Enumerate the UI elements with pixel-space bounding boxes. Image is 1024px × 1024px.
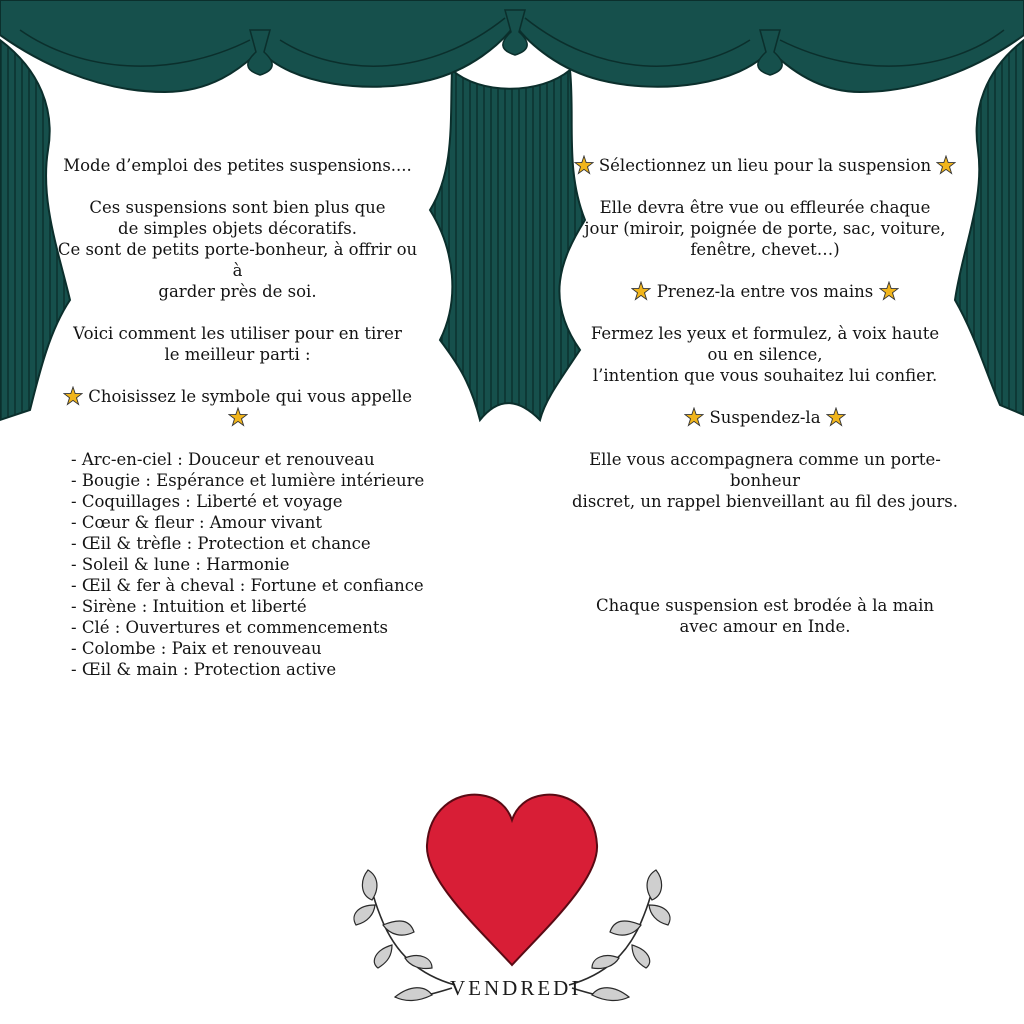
star-icon xyxy=(574,155,594,175)
step-choose xyxy=(55,386,420,428)
step-place-line: jour (miroir, poignée de porte, sac, voiture, xyxy=(584,219,946,238)
step-hang-line: discret, un rappel bienveillant au fil des jours. xyxy=(572,492,958,511)
footer-note xyxy=(560,595,970,637)
list-item: - Clé : Ouvertures et commencements xyxy=(71,618,388,637)
list-item: - Arc-en-ciel : Douceur et renouveau xyxy=(71,450,375,469)
intro-title: Mode d’emploi des petites suspensions.... xyxy=(63,156,412,175)
step-hold-line: ou en silence, xyxy=(707,345,823,364)
list-item: - Bougie : Espérance et lumière intérieure xyxy=(71,471,425,490)
step-place xyxy=(560,155,970,176)
footer-line: Chaque suspension est brodée à la main xyxy=(595,596,934,615)
step-hang-label: Suspendez-la xyxy=(709,408,821,427)
star-icon xyxy=(63,386,83,406)
intro-line: de simples objets décoratifs. xyxy=(118,219,357,238)
intro-line: garder près de soi. xyxy=(158,282,317,301)
star-icon xyxy=(631,281,651,301)
brand-signature: VENDREDI xyxy=(450,976,582,1000)
step-hang xyxy=(560,407,970,428)
right-column xyxy=(560,155,970,512)
step-place-line: fenêtre, chevet…) xyxy=(690,240,840,259)
step-hang-line: Elle vous accompagnera comme un porte-bonheur xyxy=(589,450,941,490)
star-icon xyxy=(879,281,899,301)
step-place-label: Sélectionnez un lieu pour la suspension xyxy=(598,156,932,175)
list-item: - Cœur & fleur : Amour vivant xyxy=(71,513,323,532)
left-branch-icon xyxy=(368,870,455,998)
list-item: - Œil & fer à cheval : Fortune et confiance xyxy=(71,576,424,595)
step-hold-line: l’intention que vous souhaitez lui confier. xyxy=(592,366,938,385)
list-item: - Coquillages : Liberté et voyage xyxy=(71,492,343,511)
star-icon xyxy=(826,407,846,427)
intro-line: Ce sont de petits porte-bonheur, à offrir ou à xyxy=(57,240,418,280)
heart-icon xyxy=(427,795,597,965)
step-choose-label: Choisissez le symbole qui vous appelle xyxy=(88,387,412,406)
list-item: - Sirène : Intuition et liberté xyxy=(71,597,307,616)
symbol-list xyxy=(55,449,425,680)
star-icon xyxy=(936,155,956,175)
list-item: - Colombe : Paix et renouveau xyxy=(71,639,322,658)
footer-line: avec amour en Inde. xyxy=(679,617,851,636)
howto-line: Voici comment les utiliser pour en tirer xyxy=(73,324,402,343)
list-item: - Soleil & lune : Harmonie xyxy=(71,555,290,574)
star-icon xyxy=(228,407,248,427)
step-hold xyxy=(560,281,970,302)
right-branch-icon xyxy=(569,870,656,998)
intro-line: Ces suspensions sont bien plus que xyxy=(89,198,386,217)
left-column xyxy=(55,155,425,680)
star-icon xyxy=(684,407,704,427)
step-hold-line: Fermez les yeux et formulez, à voix haute xyxy=(590,324,940,343)
step-place-line: Elle devra être vue ou effleurée chaque xyxy=(599,198,931,217)
howto-line: le meilleur parti : xyxy=(164,345,311,364)
list-item: - Œil & trèfle : Protection et chance xyxy=(71,534,371,553)
list-item: - Œil & main : Protection active xyxy=(71,660,337,679)
step-hold-label: Prenez-la entre vos mains xyxy=(656,282,874,301)
